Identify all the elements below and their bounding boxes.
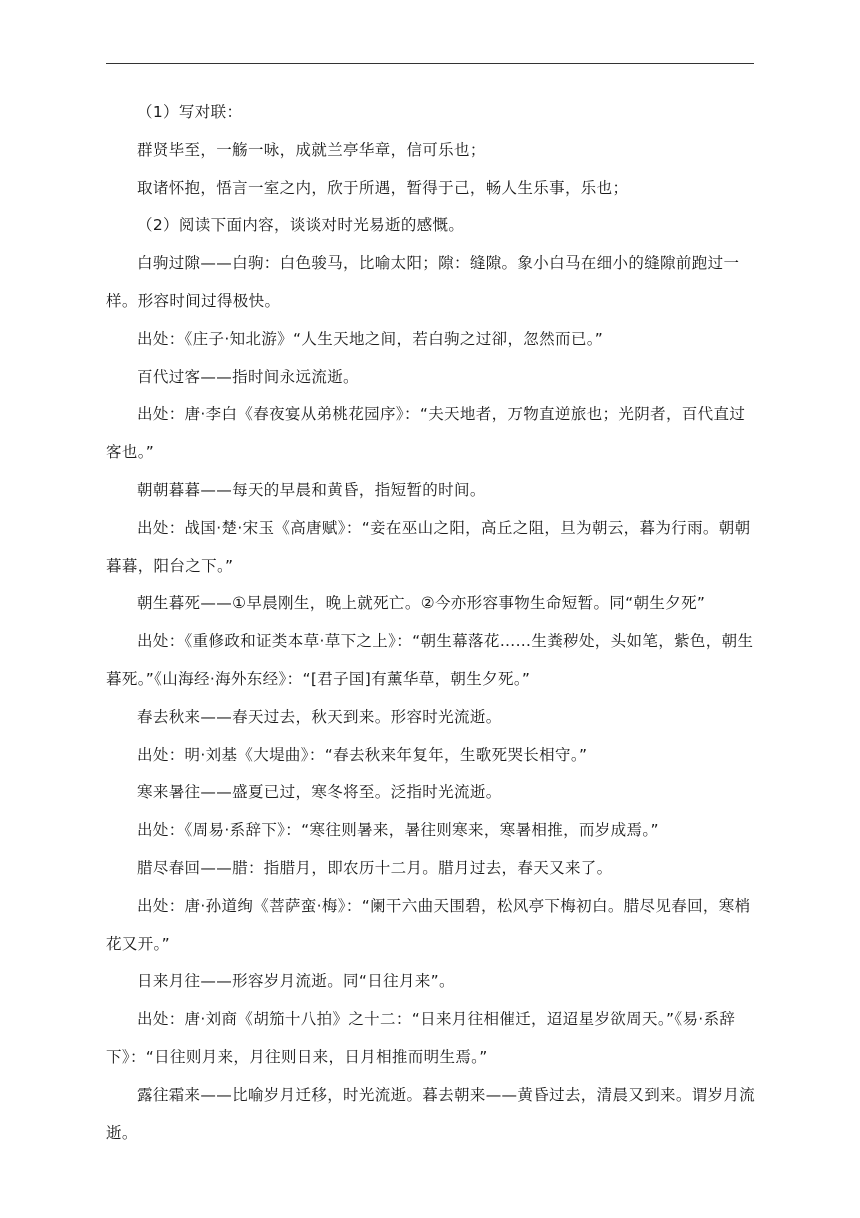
paragraph: 寒来暑往——盛夏已过，寒冬将至。泛指时光流逝。 <box>137 783 502 802</box>
paragraph: 出处：《重修政和证类本草·草下之上》：“朝生幕落花……生粪秽处，头如笔，紫色，朝生暮死。”《山海经·海外东经》：“[君子国]有薰华草，朝生夕死。” <box>106 632 754 688</box>
paragraph: 出处：唐·李白《春夜宴从弟桃花园序》：“夫天地者，万物直逆旅也；光阴者，百代直过客也。” <box>106 405 746 462</box>
paragraph: 白驹过隙——白驹：白色骏马，比喻太阳；隙：缝隙。象小白马在细小的缝隙前跑过一样。形容时间过得极快。 <box>106 254 740 310</box>
paragraph: 日来月往——形容岁月流逝。同“日往月来”。 <box>137 972 455 991</box>
paragraph: （2）阅读下面内容，谈谈对时光易逝的感慨。 <box>137 216 465 235</box>
paragraph: 出处：唐·刘商《胡笳十八拍》之十二：“日来月往相催迁，迢迢星岁欲周天。”《易·系辞下》：“日往则月来，月往则日来，日月相推而明生焉。” <box>106 1010 736 1066</box>
paragraph: 出处：《周易·系辞下》：“寒往则暑来，暑往则寒来，寒暑相推，而岁成焉。” <box>137 821 659 840</box>
header-rule <box>106 63 754 64</box>
paragraph: 取诸怀抱，悟言一室之内，欣于所遇，暂得于己，畅人生乐事，乐也； <box>137 178 629 197</box>
paragraph: 百代过客——指时间永远流逝。 <box>137 367 359 386</box>
document-body <box>106 94 756 1152</box>
paragraph: 出处：明·刘基《大堤曲》：“春去秋来年复年，生歌死哭长相守。” <box>137 745 588 764</box>
paragraph: 腊尽春回——腊：指腊月，即农历十二月。腊月过去，春天又来了。 <box>137 858 613 877</box>
paragraph: 出处：《庄子·知北游》“人生天地之间，若白驹之过卻，忽然而已。” <box>137 329 604 348</box>
paragraph: 露往霜来——比喻岁月迁移，时光流逝。暮去朝来——黄昏过去，清晨又到来。谓岁月流逝。 <box>106 1085 756 1142</box>
paragraph: 朝朝暮暮——每天的早晨和黄昏，指短暂的时间。 <box>137 480 486 499</box>
paragraph: 群贤毕至，一觞一咏，成就兰亭华章，信可乐也； <box>137 140 486 159</box>
paragraph: 出处：战国·楚·宋玉《高唐赋》：“妾在巫山之阳，高丘之阻，旦为朝云，暮为行雨。朝朝暮暮，阳台之下。” <box>106 518 751 575</box>
paragraph: 春去秋来——春天过去，秋天到来。形容时光流逝。 <box>137 707 502 726</box>
paragraph: 出处：唐·孙道绚《菩萨蛮·梅》：“阑干六曲天围碧，松风亭下梅初白。腊尽见春回，寒梢花又开。” <box>106 896 751 953</box>
paragraph: （1）写对联： <box>137 103 243 121</box>
paragraph: 朝生暮死——①早晨刚生，晚上就死亡。②今亦形容事物生命短暂。同“朝生夕死” <box>137 594 706 613</box>
